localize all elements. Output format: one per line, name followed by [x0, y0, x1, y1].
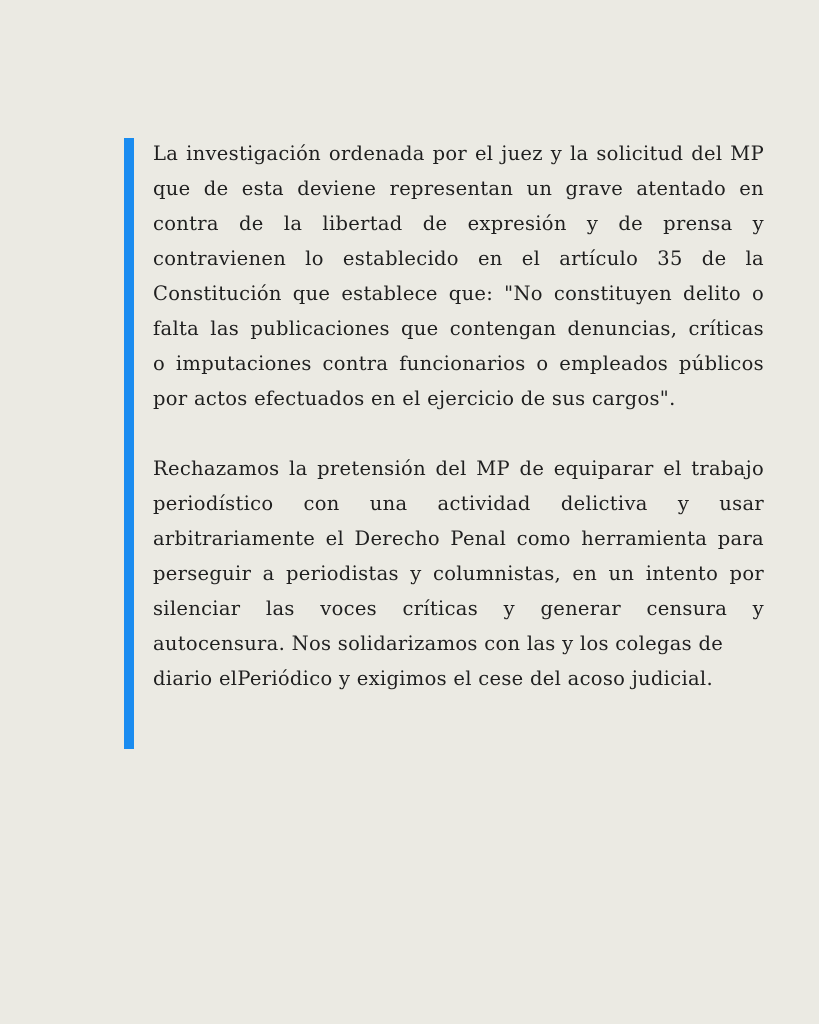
text-line: silenciar las voces críticas y generar censura y [153, 597, 764, 620]
text-line: falta las publicaciones que contengan denuncias, críticas [153, 317, 764, 340]
text-line: La investigación ordenada por el juez y la solicitud del MP [153, 142, 764, 165]
text-line: arbitrariamente el Derecho Penal como herramienta para [153, 527, 764, 550]
text-line: por actos efectuados en el ejercicio de sus cargos". [153, 387, 676, 410]
text-line: que de esta deviene representan un grave atentado en [153, 177, 764, 200]
text-line: diario elPeriódico y exigimos el cese del acoso judicial. [153, 667, 713, 690]
quote-accent-bar [124, 138, 134, 749]
text-line: Rechazamos la pretensión del MP de equiparar el trabajo [153, 457, 764, 480]
statement-text-block [153, 136, 764, 696]
text-line: autocensura. Nos solidarizamos con las y los colegas de [153, 632, 724, 655]
paragraph-2 [153, 451, 764, 696]
text-line: Constitución que establece que: "No constituyen delito o [153, 282, 764, 305]
text-line: periodístico con una actividad delictiva y usar [153, 492, 764, 515]
paragraph-1 [153, 136, 764, 416]
text-line: o imputaciones contra funcionarios o empleados públicos [153, 352, 764, 375]
text-line: contra de la libertad de expresión y de prensa y [153, 212, 764, 235]
text-line: perseguir a periodistas y columnistas, en un intento por [153, 562, 764, 585]
paragraph-spacer [153, 416, 764, 451]
text-line: contravienen lo establecido en el artículo 35 de la [153, 247, 764, 270]
